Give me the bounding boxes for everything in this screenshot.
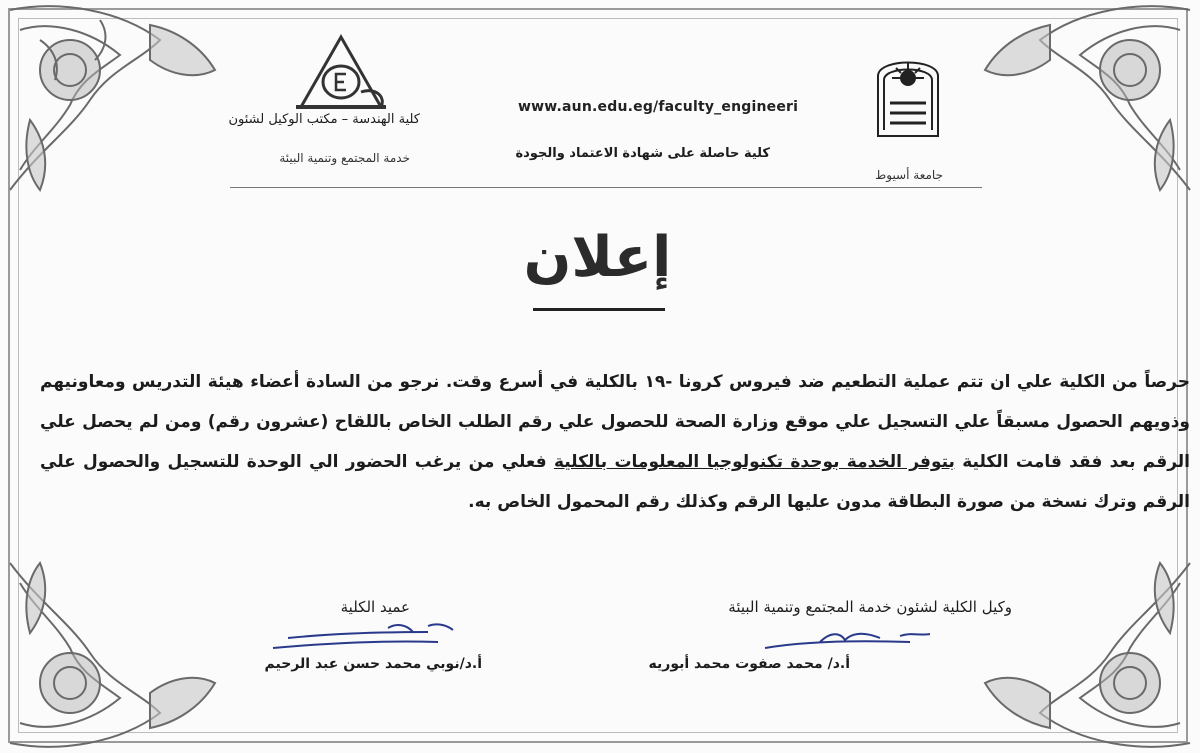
assiut-university-logo-icon xyxy=(872,48,944,138)
accreditation-text: كلية حاصلة على شهادة الاعتماد والجودة xyxy=(515,146,770,161)
vice-dean-name: أ.د/ محمد صفوت محمد أبوريه xyxy=(648,656,850,672)
floral-ornament-icon xyxy=(0,0,230,200)
dean-name: أ.د/نوبي محمد حسن عبد الرحيم xyxy=(264,656,482,672)
vice-dean-title: وكيل الكلية لشئون خدمة المجتمع وتنمية البيئة xyxy=(728,598,1012,616)
faculty-office-text: كلية الهندسة – مكتب الوكيل لشئون xyxy=(228,112,420,127)
engineering-faculty-logo-icon xyxy=(286,32,396,112)
faculty-service-text: خدمة المجتمع وتنمية البيئة xyxy=(279,151,410,165)
vice-dean-signature xyxy=(760,622,950,656)
floral-ornament-icon xyxy=(970,553,1200,753)
body-text-part1: حرصاً من الكلية علي ان تتم عملية التطعيم ضد فيروس كرونا -١٩ بالكلية في أسرع وقت. نرجو من السادة أعضاء هيئة التدريس ومعاونيهم وذويهم الحصول مسبقاً علي التسجيل علي موقع وزارة الصحة للحصول علي رقم الطلب الخاص باللقاح (عشرون رقم) ومن لم يحصل علي الرقم بعد فقد قامت الكلية xyxy=(40,372,1191,472)
header-divider xyxy=(230,187,982,188)
title-underline xyxy=(533,308,665,311)
floral-ornament-icon xyxy=(970,0,1200,200)
page-title: إعلان xyxy=(523,225,672,290)
university-name: جامعة أسيوط xyxy=(875,168,943,182)
dean-signature xyxy=(268,618,468,656)
floral-ornament-icon xyxy=(0,553,230,753)
body-text-part2: فعلي من يرغب الحضور الي الوحدة للتسجيل والحصول علي الرقم وترك نسخة من صورة البطاقة مدون عليها الرقم وكذلك رقم المحمول الخاص به. xyxy=(40,452,1190,512)
dean-title: عميد الكلية xyxy=(340,598,410,616)
website-text: www.aun.edu.eg/faculty_engineeri xyxy=(518,99,799,115)
body-highlight: بتوفر الخدمة بوحدة تكنولوجيا المعلومات بالكلية xyxy=(553,452,955,472)
announcement-body xyxy=(40,362,1190,522)
